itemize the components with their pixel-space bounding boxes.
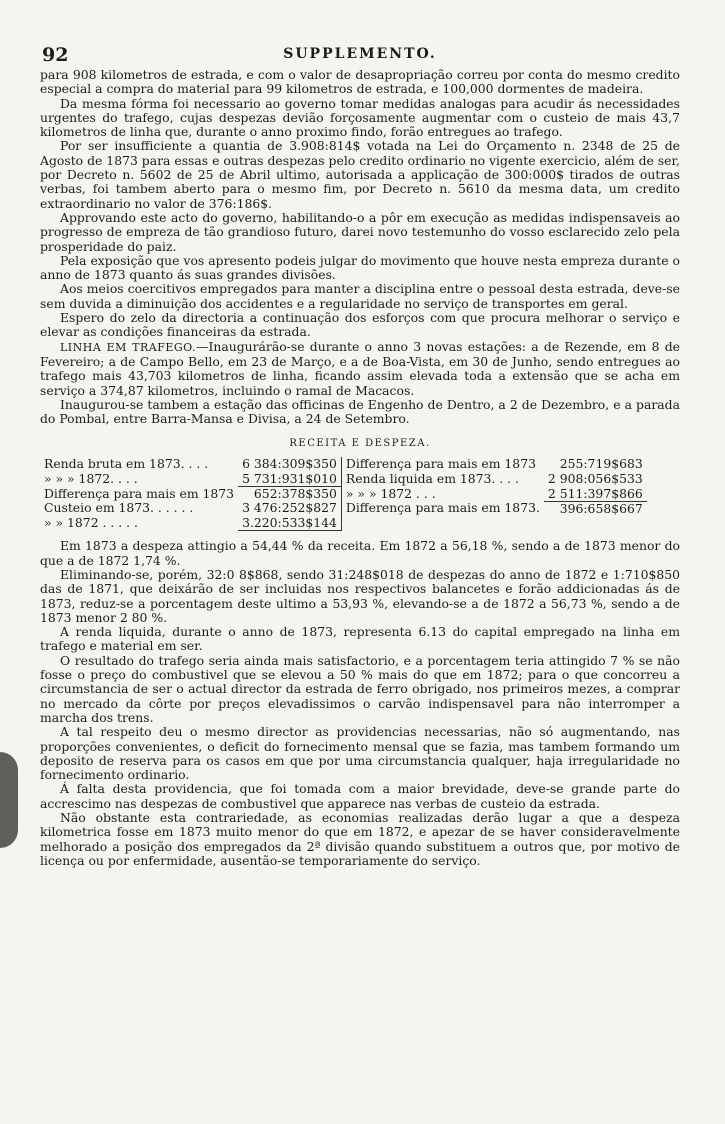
cell-value: 652:378$350 [253,486,337,502]
cell-value: 6 384:309$350 [242,456,337,472]
paragraph: Da mesma fórma foi necessario ao governo tomar medidas analogas para acudir ás necessidades urgentes do trafego, cujas despezas devião forçosamente augmentar com o custeio de mais 43,7 kilometros de linha que, durante o anno proximo findo, forão entregues ao trafego. [40,95,680,140]
library-stamp [0,752,18,848]
paragraph: Á falta desta providencia, que foi tomada com a maior brevidade, deve-se grande parte do accrescimo nas despezas de combustivel que apparece nas verbas de custeio da estrada. [40,781,680,811]
cell-label: Differença para mais em 1873 [44,485,235,501]
paragraph: Pela exposição que vos apresento podeis julgar do movimento que houve nesta empreza durante o anno de 1873 quanto ás suas grandes divisões. [40,252,680,283]
page [40,44,680,868]
cell-value: 396:658$667 [559,500,643,516]
receita-table [40,457,647,531]
page-header [40,44,680,68]
page-number: 92 [42,44,69,66]
cell-value: 255:719$683 [559,456,643,472]
cell-label: » » 1872 . . . . . [44,515,138,531]
table-row [40,487,647,502]
cell-value: 2 908:056$533 [547,470,643,486]
cell-value: 5 731:931$010 [238,472,341,487]
receita-heading: RECEITA E DESPEZA. [289,438,431,450]
cell-label: Custeio em 1873. . . . . . [44,500,194,516]
cell-label: Renda liquida em 1873. . . . [341,472,544,487]
linha-text: —Inaugurárão-se durante o anno 3 novas estações: a de Rezende, em 8 de Fevereiro; a de Campo Bello, em 23 de Março, e a de Boa-Vista, em 30 de Junho, sendo entregues ao trafego mais 43,703 kilometros de linha, ficando assim elevada toda a extensão que se acha em serviço a 374,87 kilometros, incluindo o ramal de Macacos. [40,338,681,398]
paragraph: Inaugurou-se tambem a estação das officinas de Engenho de Dentro, a 2 de Dezembro, e a parada do Pombal, entre Barra-Mansa e Divisa, a 24 de Setembro. [40,396,680,427]
cell-value: 3.220:533$144 [238,516,341,531]
paragraph: Aos meios coercitivos empregados para manter a disciplina entre o pessoal desta estrada, deve-se sem duvida a diminuição dos accidentes e a regularidade no serviço de transportes em geral. [40,281,680,311]
paragraph: Espero do zelo da directoria a continuação dos esforços com que procura melhorar o serviço e elevar as condições financeiras da estrada. [40,310,680,340]
cell-value: 3 476:252$827 [242,500,337,516]
table-row [40,501,647,516]
paragraph: A tal respeito deu o mesmo director as providencias necessarias, não só augmentando, nas proporções convenientes, o deficit do fornecimento mensal que se fazia, mas tambem formando um deposito de reserva para os casos em que por uma circumstancia qualquer, haja irregularidade no fornecimento ordinario. [40,724,680,783]
cell-label: » » » 1872. . . . [44,470,138,486]
table-row [40,457,647,471]
cell-label: Differença para mais em 1873. [341,501,544,516]
cell-label: » » » 1872 . . . [341,487,544,502]
table-row [40,516,647,531]
cell-label: Differença para mais em 1873 [341,457,544,471]
paragraph: para 908 kilometros de estrada, e com o valor de desapropriação correu por conta do mesmo credito especial a compra do material para 99 kilometros de estrada, e 100,000 dormentes de madeira. [40,67,680,97]
paragraph: Por ser insufficiente a quantia de 3.908:814$ votada na Lei do Orçamento n. 2348 de 25 de Agosto de 1873 para essas e outras despezas pelo credito ordinario no vigente exercicio, além de ser, por Decreto n. 5602 de 25 de Abril ultimo, autorisada a applicação de 300:000$ tirados de outras verbas, foi tambem aberto para o mesmo fim, por Decreto n. 5610 da mesma data, um credito extraordinario no valor de 376:186$. [40,138,680,211]
paragraph: O resultado do trafego seria ainda mais satisfactorio, e a porcentagem teria attingido 7 % se não fosse o preço do combustivel que se elevou a 50 % mais do que em 1872; para o que concorreu a circumstancia de ser o actual director da estrada de ferro obrigado, nos primeiros mezes, a comprar no mercado da côrte por preços elevadissimos o carvão indispensavel para não interromper a marcha dos trens. [40,652,680,725]
linha-paragraph [40,340,680,398]
paragraph: A renda liquida, durante o anno de 1873, representa 6.13 do capital empregado na linha em trafego e material em ser. [40,624,680,654]
cell-label: Renda bruta em 1873. . . . [44,456,209,472]
linha-heading: LINHA EM TRAFEGO. [60,340,197,354]
paragraph: Approvando este acto do governo, habilitando-o a pôr em execução as medidas indispensaveis ao progresso de empreza de tão grandioso futuro, darei novo testemunho do vosso esclarecido zelo pela prosperidade do paiz. [40,209,680,254]
paragraph: Não obstante esta contrariedade, as economias realizadas derão lugar a que a despeza kilometrica fosse em 1873 muito menor do que em 1872, e apezar de se haver consideravelmente melhorado a posição dos empregados da 2ª divisão quando substituem a outros que, por motivo de licença ou por enfermidade, ausentão-se temporariamente do serviço. [40,810,680,868]
paragraph: Eliminando-se, porém, 32:0 8$868, sendo 31:248$018 de despezas do anno de 1872 e 1:710$850 das de 1871, que deixárão de ser incluidas nos respectivos balancetes e forão addicionadas ás de 1873, reduz-se a porcentagem deste ultimo a 53,93 %, elevando-se a de 1872 a 56,73 %, sendo a de 1873 menor 2 80 %. [40,567,680,625]
table-row [40,472,647,487]
running-title: SUPPLEMENTO. [283,46,437,62]
cell-value: 2 511:397$866 [544,487,647,502]
paragraph: Em 1873 a despeza attingio a 54,44 % da receita. Em 1872 a 56,18 %, sendo a de 1873 menor do que a de 1872 1,74 %. [40,538,680,568]
